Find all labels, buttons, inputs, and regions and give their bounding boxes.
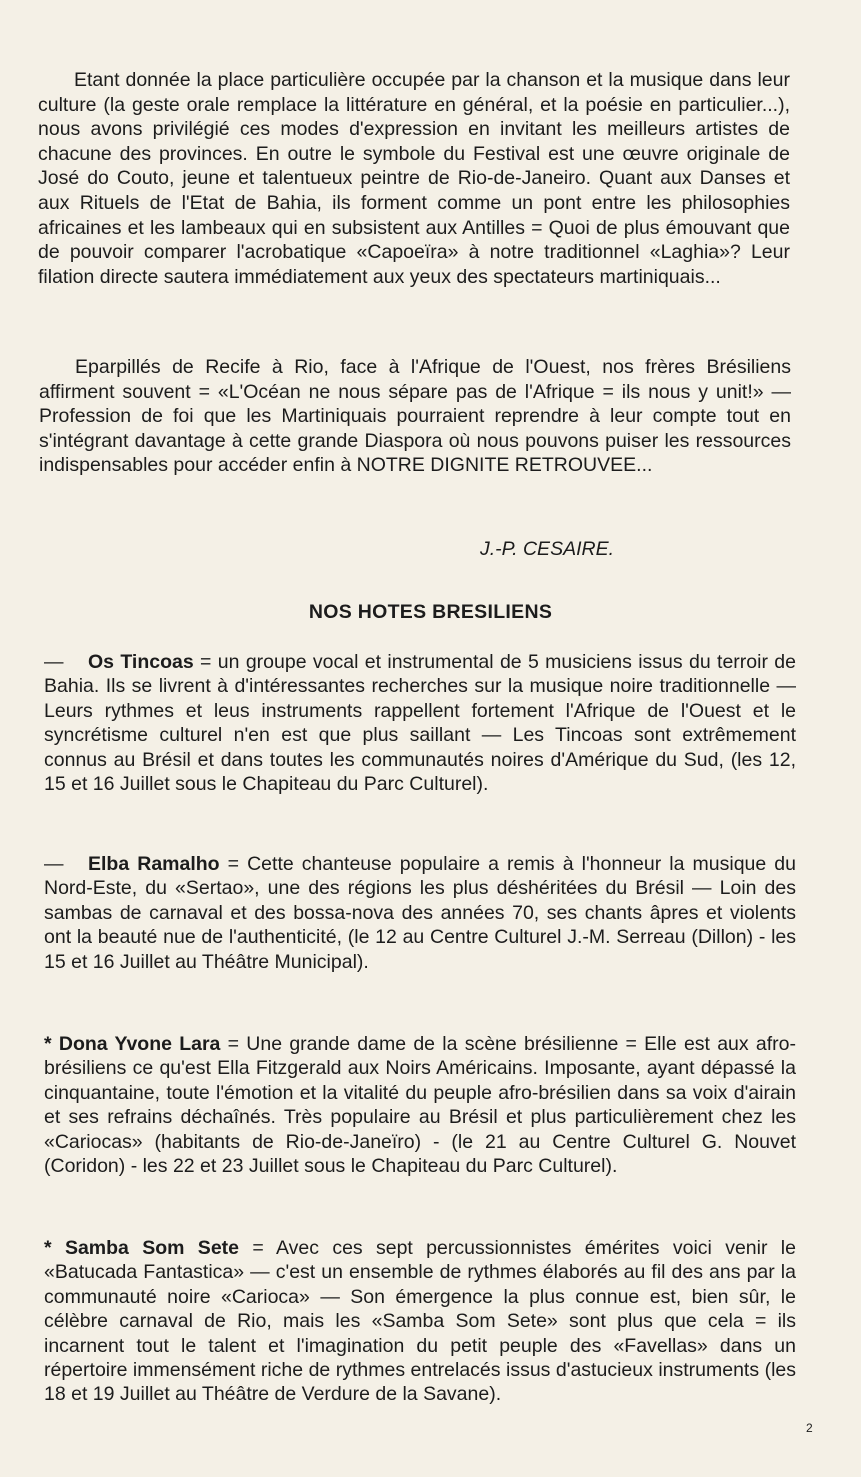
- intro-paragraph: Eparpillés de Recife à Rio, face à l'Afrique de l'Ouest, nos frères Brésiliens affirment souvent = «L'Océan ne nous sépare pas de l'Afrique = ils nous y unit!» — Profession de foi que les Martiniquais pourraient reprendre à leur compte tout en s'intégrant davantage à cette grande Diaspora où nous pouvons puiser les ressources indispensables pour accéder enfin à NOTRE DIGNITE RETROUVEE...: [39, 356, 791, 477]
- intro-paragraph: Etant donnée la place particulière occupée par la chanson et la musique dans leur culture (la geste orale remplace la littérature en général, et la poésie en particulier...), nous avons privilégié ces modes d'expression en invitant les meilleurs artistes de chacune des provinces. En outre le symbole du Festival est une œuvre originale de José do Couto, jeune et talentueux peintre de Rio-de-Janeiro. Quant aux Danses et aux Rituels de l'Etat de Bahia, ils forment comme un pont entre les philosophies africaines et les lambeaux qui en subsistent aux Antilles = Quoi de plus émouvant que de pouvoir comparer l'acrobatique «Capoeïra» à notre traditionnel «Laghia»? Leur filation directe sautera immédiatement aux yeux des spectateurs martiniquais...: [38, 69, 790, 288]
- artist-name: Os Tincoas: [88, 651, 194, 673]
- artist-description: = un groupe vocal et instrumental de 5 musiciens issus du terroir de Bahia. Ils se livrent à d'intéressantes recherches sur la musique noire traditionnelle — Leurs rythmes et leus instruments rappellent fortement l'Afrique de l'Ouest et le syncrétisme culturel n'en est que plus saillant — Les Tincoas sont extrêmement connus au Brésil et dans toutes les communautés noires d'Amérique du Sud, (les 12, 15 et 16 Juillet sous le Chapiteau du Parc Culturel).: [44, 651, 796, 796]
- entry-dash: —: [44, 853, 64, 875]
- artist-entry: [44, 650, 796, 796]
- artist-name: Samba Som Sete: [64, 1237, 239, 1259]
- artist-description: = Avec ces sept percussionnistes émérites voici venir le «Batucada Fantastica» — c'est un ensemble de rythmes élaborés au fil des ans par la communauté noire «Carioca» — Son émergence la plus connue est, bien sûr, le célèbre carnaval de Rio, mais les «Samba Som Sete» sont plus que cela = ils incarnent tout le talent et l'imagination du petit peuple des «Favellas» dans un répertoire immensément riche de rythmes entrelacés issus d'astucieux instruments (les 18 et 19 Juillet au Théâtre de Verdure de la Savane).: [44, 1237, 796, 1406]
- artist-description: = Une grande dame de la scène brésilienne = Elle est aux afro-brésiliens ce qu'est Ella Fitzgerald aux Noirs Américains. Imposante, ayant dépassé la cinquantaine, toute l'émotion et la vitalité du peuple afro-brésilien dans sa voix d'airain et ses refrains déchaînés. Très populaire au Brésil et plus particulièrement chez les «Cariocas» (habitants de Rio-de-Janeïro) - (le 21 au Centre Culturel G. Nouvet (Coridon) - les 22 et 23 Juillet sous le Chapiteau du Parc Culturel).: [44, 1033, 796, 1178]
- entry-asterisk: *: [44, 1033, 52, 1055]
- entry-asterisk: *: [44, 1237, 52, 1259]
- artist-name: Elba Ramalho: [88, 853, 220, 875]
- page-number: 2: [806, 1421, 813, 1435]
- artist-entry: [44, 1032, 796, 1178]
- entry-dash: —: [44, 651, 64, 673]
- artist-name: Dona Yvone Lara: [58, 1033, 221, 1055]
- artist-entry: [44, 852, 796, 974]
- artist-entry: [44, 1236, 796, 1407]
- author-signature: J.-P. CESAIRE.: [479, 538, 614, 560]
- artist-description: = Cette chanteuse populaire a remis à l'honneur la musique du Nord-Este, du «Sertao», une des régions les plus déshéritées du Brésil — Loin des sambas de carnaval et des bossa-nova des années 70, ses chants âpres et violents ont la beauté nue de l'authenticité, (le 12 au Centre Culturel J.-M. Serreau (Dillon) - les 15 et 16 Juillet au Théâtre Municipal).: [44, 853, 796, 973]
- section-title: NOS HOTES BRESILIENS: [308, 601, 553, 623]
